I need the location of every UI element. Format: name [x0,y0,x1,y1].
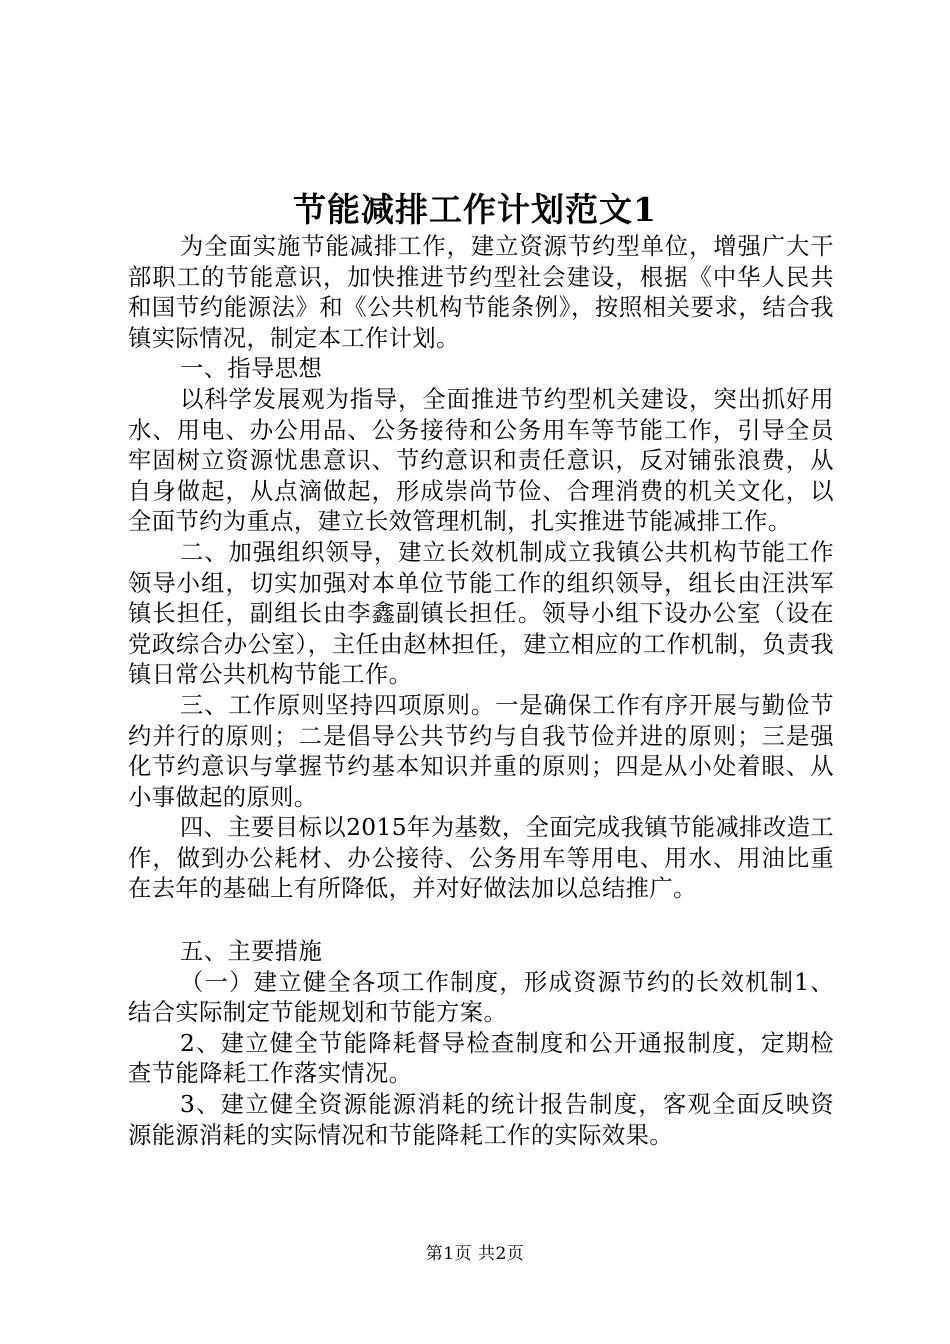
paragraph-measure-2: 2、建立健全节能降耗督导检查制度和公开通报制度，定期检查节能降耗工作落实情况。 [128,1029,834,1088]
document-body [128,232,834,1151]
heading-guiding-thought: 一、指导思想 [180,355,323,383]
paragraph-measure-1: （一）建立健全各项工作制度，形成资源节约的长效机制1、结合实际制定节能规划和节能方案。 [128,968,834,1027]
page-footer: 第1页 共2页 [425,1244,525,1264]
paragraph-guiding-thought: 以科学发展观为指导，全面推进节约型机关建设，突出抓好用水、用电、办公用品、公务接待和公务用车等节能工作，引导全员牢固树立资源忧患意识、节约意识和责任意识，反对铺张浪费，从自身做起，从点滴做起，形成崇尚节俭、合理消费的机关文化，以全面节约为重点，建立长效管理机制，扎实推进节能减排工作。 [128,385,834,536]
paragraph-principles: 三、工作原则坚持四项原则。一是确保工作有序开展与勤俭节约并行的原则；二是倡导公共节约与自我节俭并进的原则；三是强化节约意识与掌握节约基本知识并重的原则；四是从小处着眼、从小事做起的原则。 [128,691,834,811]
paragraph-measure-3: 3、建立健全资源能源消耗的统计报告制度，客观全面反映资源能源消耗的实际情况和节能降耗工作的实际效果。 [128,1091,834,1149]
heading-main-measures: 五、主要措施 [180,938,323,966]
document-title: 节能减排工作计划范文1 [293,190,657,229]
paragraph-goals: 四、主要目标以2015年为基数，全面完成我镇节能减排改造工作，做到办公耗材、办公接待、公务用车等用电、用水、用油比重在去年的基础上有所降低，并对好做法加以总结推广。 [128,814,834,903]
paragraph-organization: 二、加强组织领导，建立长效机制成立我镇公共机构节能工作领导小组，切实加强对本单位节能工作的组织领导，组长由汪洪军镇长担任，副组长由李鑫副镇长担任。领导小组下设办公室（设在党政综合办公室），主任由赵林担任，建立相应的工作机制，负责我镇日常公共机构节能工作。 [128,538,834,689]
paragraph-intro: 为全面实施节能减排工作，建立资源节约型单位，增强广大干部职工的节能意识，加快推进节约型社会建设，根据《中华人民共和国节约能源法》和《公共机构节能条例》，按照相关要求，结合我镇实际情况，制定本工作计划。 [128,233,834,352]
